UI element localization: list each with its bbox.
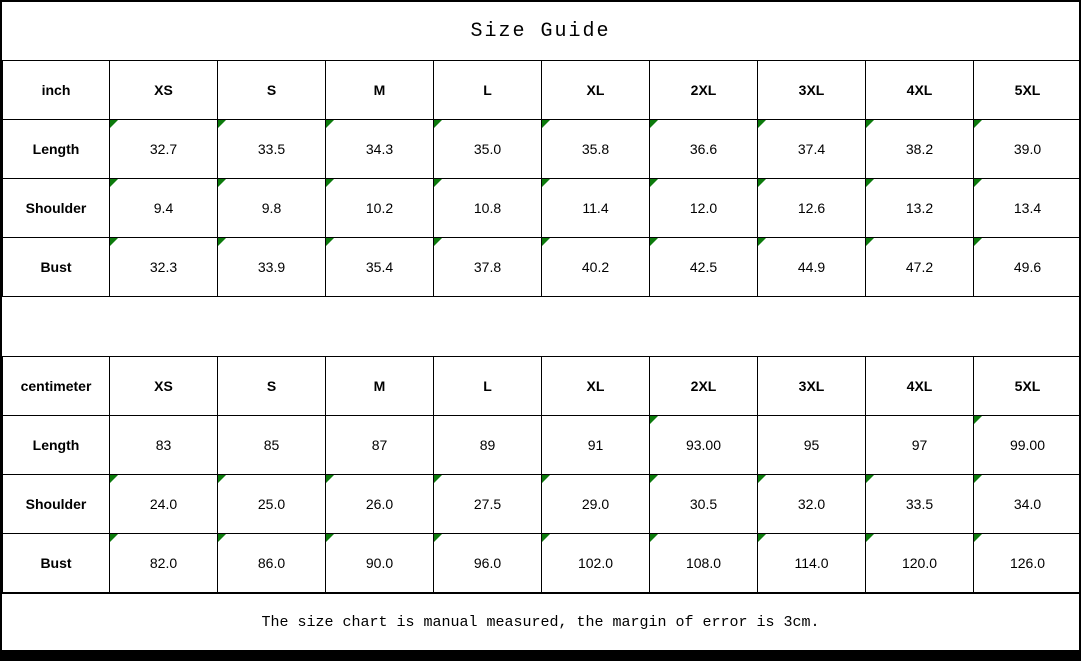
cell-value: 35.8 (581, 141, 610, 157)
cell-value: 10.2 (365, 200, 394, 216)
unit-header-cell: centimeter (3, 357, 110, 416)
cell-value: 33.5 (257, 141, 286, 157)
cell-value: 24.0 (149, 496, 178, 512)
size-header-cell: 2XL (650, 357, 758, 416)
size-header-cell: 5XL (974, 357, 1081, 416)
cell-value: 85 (263, 437, 280, 453)
flag-triangle-icon (758, 238, 766, 246)
size-value-cell (542, 534, 650, 593)
cell-value: 32.0 (797, 496, 826, 512)
size-value-cell (542, 238, 650, 297)
cell-value: 13.2 (905, 200, 934, 216)
size-value-cell (650, 179, 758, 238)
size-value-cell (218, 416, 326, 475)
cell-value: 32.3 (149, 259, 178, 275)
header-row (3, 357, 1081, 416)
cell-value: 26.0 (365, 496, 394, 512)
size-header-cell: M (326, 61, 434, 120)
cell-value: 108.0 (685, 555, 722, 571)
cell-value: 27.5 (473, 496, 502, 512)
size-value-cell (326, 534, 434, 593)
header-row (3, 61, 1081, 120)
size-value-cell (434, 238, 542, 297)
flag-triangle-icon (218, 475, 226, 483)
size-value-cell (974, 416, 1081, 475)
size-value-cell (434, 120, 542, 179)
size-value-cell (110, 179, 218, 238)
size-value-cell (326, 416, 434, 475)
cell-value: 35.0 (473, 141, 502, 157)
cell-value: 9.8 (261, 200, 282, 216)
size-value-cell (218, 534, 326, 593)
size-header-cell: XS (110, 61, 218, 120)
flag-triangle-icon (866, 238, 874, 246)
row-label: Shoulder (3, 179, 110, 238)
flag-triangle-icon (434, 120, 442, 128)
flag-triangle-icon (650, 475, 658, 483)
size-value-cell (542, 179, 650, 238)
flag-triangle-icon (218, 238, 226, 246)
flag-triangle-icon (974, 179, 982, 187)
cell-value: 97 (911, 437, 928, 453)
flag-triangle-icon (542, 534, 550, 542)
size-value-cell (542, 475, 650, 534)
flag-triangle-icon (110, 238, 118, 246)
cell-value: 35.4 (365, 259, 394, 275)
flag-triangle-icon (650, 238, 658, 246)
size-value-cell (650, 416, 758, 475)
unit-header-cell: inch (3, 61, 110, 120)
size-value-cell (758, 534, 866, 593)
flag-triangle-icon (110, 475, 118, 483)
cell-value: 47.2 (905, 259, 934, 275)
size-header-cell: 2XL (650, 61, 758, 120)
size-header-cell: S (218, 61, 326, 120)
size-value-cell (758, 238, 866, 297)
table-row (3, 534, 1081, 593)
flag-triangle-icon (218, 120, 226, 128)
flag-triangle-icon (650, 416, 658, 424)
size-value-cell (650, 534, 758, 593)
size-value-cell (110, 534, 218, 593)
bottom-bar (2, 650, 1079, 659)
cell-value: 36.6 (689, 141, 718, 157)
flag-triangle-icon (542, 238, 550, 246)
row-label: Bust (3, 238, 110, 297)
row-label: Length (3, 416, 110, 475)
size-header-cell: 3XL (758, 357, 866, 416)
cell-value: 93.00 (685, 437, 722, 453)
cell-value: 32.7 (149, 141, 178, 157)
size-value-cell (866, 179, 974, 238)
size-value-cell (542, 416, 650, 475)
flag-triangle-icon (758, 120, 766, 128)
footer-note: The size chart is manual measured, the margin of error is 3cm. (2, 593, 1079, 650)
size-header-cell: 3XL (758, 61, 866, 120)
cell-value: 33.9 (257, 259, 286, 275)
cell-value: 40.2 (581, 259, 610, 275)
cell-value: 33.5 (905, 496, 934, 512)
row-label: Length (3, 120, 110, 179)
cell-value: 9.4 (153, 200, 174, 216)
cell-value: 99.00 (1009, 437, 1046, 453)
size-value-cell (866, 475, 974, 534)
size-value-cell (758, 120, 866, 179)
cell-value: 86.0 (257, 555, 286, 571)
flag-triangle-icon (758, 534, 766, 542)
flag-triangle-icon (866, 534, 874, 542)
cell-value: 29.0 (581, 496, 610, 512)
size-value-cell (542, 120, 650, 179)
size-value-cell (974, 120, 1081, 179)
flag-triangle-icon (326, 534, 334, 542)
flag-triangle-icon (434, 179, 442, 187)
cell-value: 34.3 (365, 141, 394, 157)
size-value-cell (218, 120, 326, 179)
flag-triangle-icon (974, 475, 982, 483)
size-value-cell (110, 120, 218, 179)
flag-triangle-icon (974, 238, 982, 246)
size-header-cell: S (218, 357, 326, 416)
cell-value: 49.6 (1013, 259, 1042, 275)
flag-triangle-icon (326, 475, 334, 483)
cell-value: 89 (479, 437, 496, 453)
cell-value: 12.0 (689, 200, 718, 216)
flag-triangle-icon (326, 238, 334, 246)
table-row (3, 238, 1081, 297)
flag-triangle-icon (758, 179, 766, 187)
size-value-cell (974, 475, 1081, 534)
flag-triangle-icon (866, 120, 874, 128)
cell-value: 126.0 (1009, 555, 1046, 571)
size-table-inch (2, 60, 1081, 297)
size-value-cell (218, 238, 326, 297)
size-header-cell: 4XL (866, 357, 974, 416)
cell-value: 120.0 (901, 555, 938, 571)
size-value-cell (974, 534, 1081, 593)
size-value-cell (866, 534, 974, 593)
cell-value: 96.0 (473, 555, 502, 571)
flag-triangle-icon (542, 120, 550, 128)
cell-value: 114.0 (794, 555, 829, 571)
size-value-cell (434, 534, 542, 593)
size-value-cell (218, 475, 326, 534)
flag-triangle-icon (218, 179, 226, 187)
size-value-cell (326, 120, 434, 179)
cell-value: 90.0 (365, 555, 394, 571)
size-header-cell: L (434, 61, 542, 120)
cell-value: 25.0 (257, 496, 286, 512)
size-value-cell (218, 179, 326, 238)
size-table-centimeter (2, 356, 1081, 593)
table-row (3, 475, 1081, 534)
row-label: Bust (3, 534, 110, 593)
size-header-cell: L (434, 357, 542, 416)
size-value-cell (974, 238, 1081, 297)
flag-triangle-icon (650, 534, 658, 542)
cell-value: 102.0 (577, 555, 614, 571)
size-value-cell (650, 238, 758, 297)
size-value-cell (326, 475, 434, 534)
cell-value: 91 (587, 437, 604, 453)
cell-value: 44.9 (797, 259, 826, 275)
flag-triangle-icon (974, 120, 982, 128)
size-header-cell: XL (542, 357, 650, 416)
size-value-cell (434, 179, 542, 238)
flag-triangle-icon (542, 475, 550, 483)
size-value-cell (326, 238, 434, 297)
table-row (3, 179, 1081, 238)
flag-triangle-icon (110, 534, 118, 542)
size-value-cell (110, 238, 218, 297)
cell-value: 13.4 (1013, 200, 1042, 216)
flag-triangle-icon (542, 179, 550, 187)
size-value-cell (974, 179, 1081, 238)
size-header-cell: M (326, 357, 434, 416)
size-value-cell (434, 416, 542, 475)
page-title: Size Guide (470, 19, 611, 43)
flag-triangle-icon (974, 534, 982, 542)
cell-value: 83 (155, 437, 172, 453)
flag-triangle-icon (326, 179, 334, 187)
flag-triangle-icon (434, 238, 442, 246)
size-value-cell (650, 475, 758, 534)
flag-triangle-icon (974, 416, 982, 424)
size-value-cell (650, 120, 758, 179)
table-row (3, 120, 1081, 179)
flag-triangle-icon (650, 120, 658, 128)
size-header-cell: XS (110, 357, 218, 416)
size-header-cell: XL (542, 61, 650, 120)
flag-triangle-icon (326, 120, 334, 128)
flag-triangle-icon (434, 534, 442, 542)
size-value-cell (110, 475, 218, 534)
cell-value: 87 (371, 437, 388, 453)
size-value-cell (326, 179, 434, 238)
spacer-row (2, 297, 1079, 356)
size-value-cell (758, 179, 866, 238)
flag-triangle-icon (110, 120, 118, 128)
flag-triangle-icon (434, 475, 442, 483)
size-value-cell (758, 416, 866, 475)
table-row (3, 416, 1081, 475)
flag-triangle-icon (758, 475, 766, 483)
cell-value: 34.0 (1013, 496, 1042, 512)
cell-value: 95 (803, 437, 820, 453)
cell-value: 12.6 (797, 200, 826, 216)
cell-value: 38.2 (905, 141, 934, 157)
cell-value: 37.4 (797, 141, 826, 157)
flag-triangle-icon (866, 179, 874, 187)
cell-value: 10.8 (473, 200, 502, 216)
size-header-cell: 5XL (974, 61, 1081, 120)
size-header-cell: 4XL (866, 61, 974, 120)
row-label: Shoulder (3, 475, 110, 534)
cell-value: 39.0 (1013, 141, 1042, 157)
flag-triangle-icon (650, 179, 658, 187)
size-value-cell (866, 120, 974, 179)
flag-triangle-icon (218, 534, 226, 542)
size-value-cell (758, 475, 866, 534)
cell-value: 82.0 (149, 555, 178, 571)
size-value-cell (866, 416, 974, 475)
cell-value: 37.8 (473, 259, 502, 275)
flag-triangle-icon (866, 475, 874, 483)
size-value-cell (866, 238, 974, 297)
flag-triangle-icon (110, 179, 118, 187)
cell-value: 30.5 (689, 496, 718, 512)
cell-value: 11.4 (582, 200, 609, 216)
cell-value: 42.5 (689, 259, 718, 275)
size-value-cell (110, 416, 218, 475)
size-value-cell (434, 475, 542, 534)
